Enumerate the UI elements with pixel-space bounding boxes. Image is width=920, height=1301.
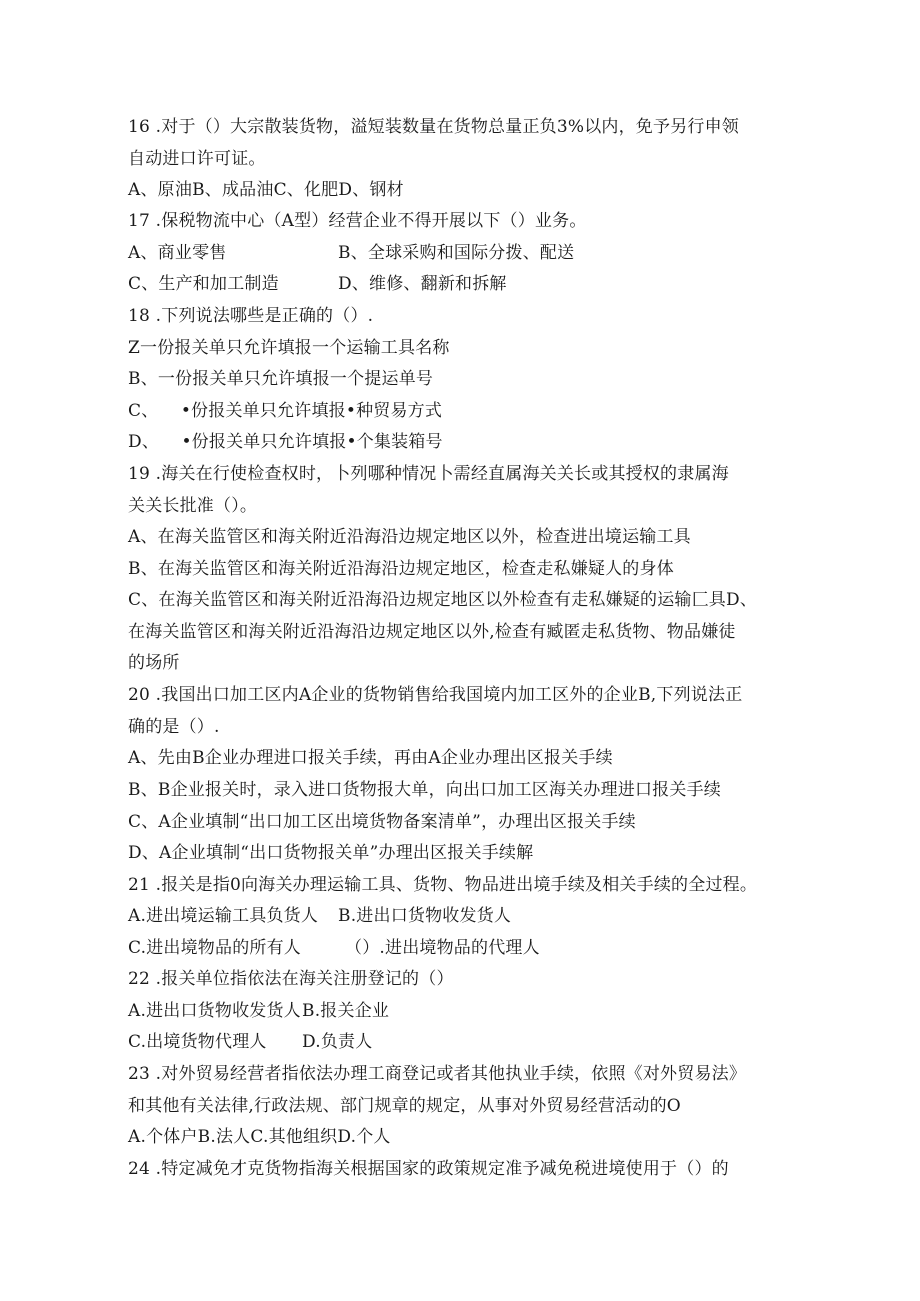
q22-stem: 22 .报关单位指依法在海关注册登记的（） — [128, 969, 454, 989]
q23-stem-line1: 23 .对外贸易经营者指依法办理工商登记或者其他执业手续，依照《对外贸易法》 — [128, 1064, 747, 1084]
q22-option-a: A.进出口货物收发货人 — [128, 1001, 301, 1021]
q18-option-a: Z一份报关单只允许填报一个运输工具名称 — [128, 338, 450, 358]
q19-stem-line2: 关关长批准（）。 — [128, 496, 258, 516]
q19-option-b: B、在海关监管区和海关附近沿海沿边规定地区，检查走私嫌疑人的身体 — [128, 559, 674, 579]
q18-option-c: C、 •份报关单只允许填报•种贸易方式 — [128, 401, 443, 421]
q20-option-c: C、A企业填制“出口加工区出境货物备案清单”，办理出区报关手续 — [128, 812, 636, 832]
q19-option-d-line1: 在海关监管区和海关附近沿海沿边规定地区以外,检查有臧匿走私货物、物品嫌徒 — [128, 622, 736, 642]
q17-option-b: B、全球采购和国际分拨、配送 — [338, 243, 575, 263]
q20-stem-line2: 确的是（）. — [128, 717, 220, 737]
q21-option-a: A.进出境运输工具负货人 — [128, 906, 319, 926]
q23-options: A.个体户B.法人C.其他组织D.个人 — [128, 1127, 391, 1147]
q20-option-a: A、先由B企业办理进口报关手续，再由A企业办理出区报关手续 — [128, 748, 613, 768]
q16-options: A、原油B、成品油C、化肥D、钢材 — [128, 180, 404, 200]
q21-option-c: C.进出境物品的所有人 — [128, 938, 302, 958]
q21-option-d: （）.进出境物品的代理人 — [345, 938, 540, 958]
q18-option-b: B、一份报关单只允许填报一个提运单号 — [128, 369, 434, 389]
q18-option-d: D、 •份报关单只允许填报•个集装箱号 — [128, 432, 443, 452]
q17-option-a: A、商业零售 — [128, 243, 227, 263]
q22-option-c: C.出境货物代理人 — [128, 1032, 267, 1052]
q22-option-d: D.负责人 — [302, 1032, 373, 1052]
q17-option-c: C、生产和加工制造 — [128, 274, 279, 294]
q21-option-b: B.进出口货物收发货人 — [338, 906, 512, 926]
q17-stem: 17 .保税物流中心（A型）经营企业不得开展以下（）业务。 — [128, 211, 587, 231]
q20-stem-line1: 20 .我国出口加工区内A企业的货物销售给我国境内加工区外的企业B,下列说法正 — [128, 685, 743, 705]
q19-option-c: C、在海关监管区和海关附近沿海沿边规定地区以外检查有走私嫌疑的运输匚具D、 — [128, 590, 758, 610]
q24-stem-line1: 24 .特定减免才克货物指海关根据国家的政策规定准予减免税进境使用于（）的 — [128, 1159, 729, 1179]
q20-option-d: D、A企业填制“出口货物报关单”办理出区报关手续解 — [128, 843, 534, 863]
q19-option-a: A、在海关监管区和海关附近沿海沿边规定地区以外，检查进出境运输工具 — [128, 527, 691, 547]
q23-stem-line2: 和其他有关法律,行政法规、部门规章的规定，从事对外贸易经营活动的O — [128, 1096, 681, 1116]
q22-option-b: B.报关企业 — [302, 1001, 390, 1021]
q20-option-b: B、B企业报关时，录入进口货物报大单，向出口加工区海关办理进口报关手续 — [128, 780, 721, 800]
q17-option-d: D、维修、翻新和拆解 — [338, 274, 507, 294]
q16-stem-line1: 16 .对于（）大宗散装货物，溢短装数量在货物总量正负3%以内，免予另行申领 — [128, 117, 740, 137]
q19-stem-line1: 19 .海关在行使检查权时，卜列哪种情况卜需经直属海关关长或其授权的隶属海 — [128, 464, 729, 484]
q18-stem: 18 .下列说法哪些是正确的（）. — [128, 306, 374, 326]
q16-stem-line2: 自动进口许可证。 — [128, 149, 266, 169]
q21-stem: 21 .报关是指0向海关办理运输工具、货物、物品进出境手续及相关手续的全过程。 — [128, 875, 758, 895]
q19-option-d-line2: 的场所 — [128, 653, 180, 673]
